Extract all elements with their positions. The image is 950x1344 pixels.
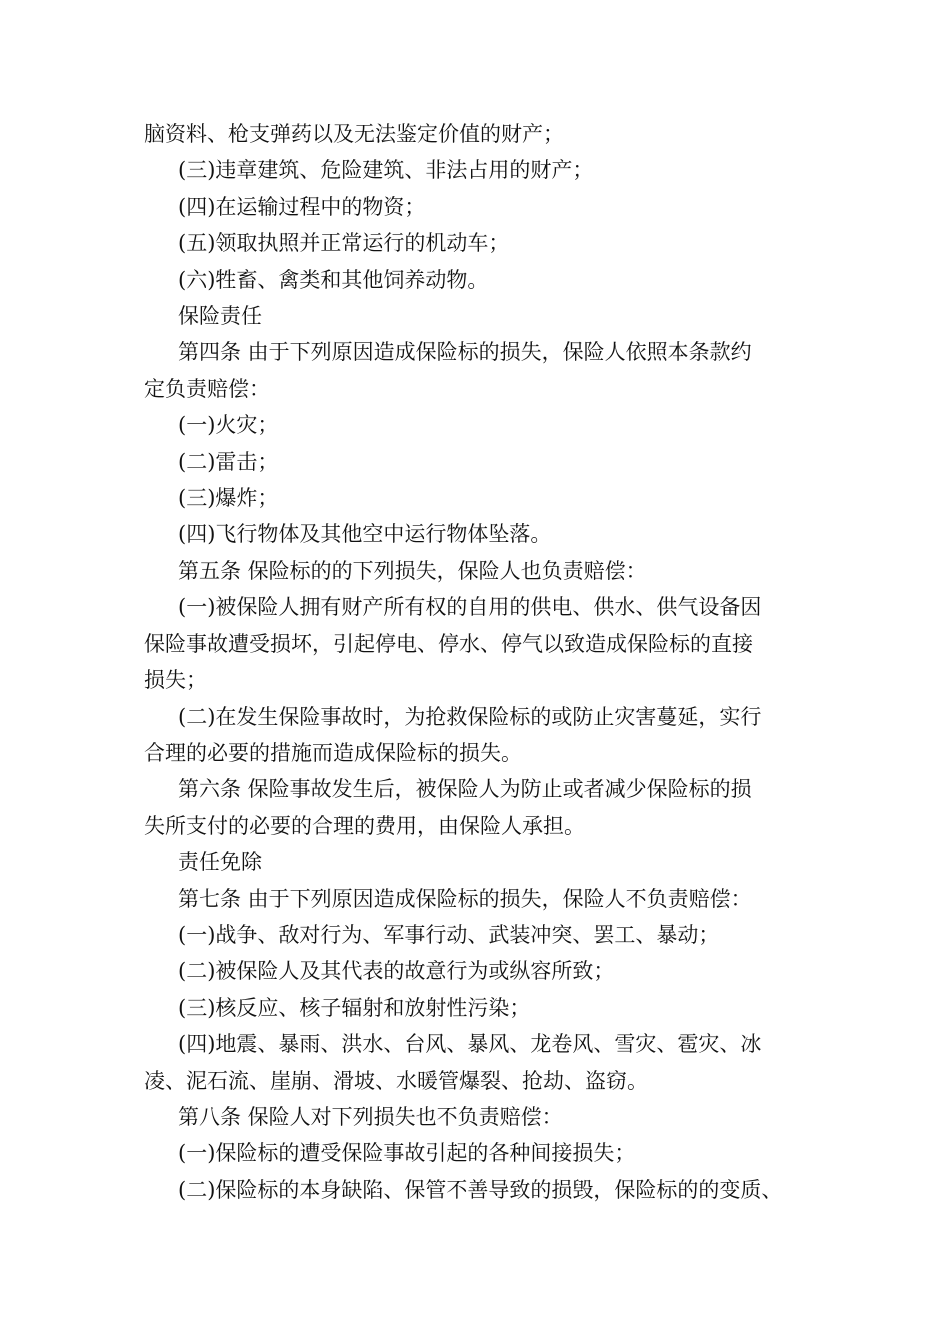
section-heading bbox=[144, 298, 824, 334]
text-line: 合理的必要的措施而造成保险标的损失。 bbox=[144, 740, 522, 765]
text-line: (三)核反应、核子辐射和放射性污染； bbox=[178, 995, 531, 1020]
text-line: (三)违章建筑、危险建筑、非法占用的财产； bbox=[178, 158, 594, 183]
text-line: (四)地震、暴雨、洪水、台风、暴风、龙卷风、雪灾、雹灾、冰 bbox=[178, 1032, 762, 1057]
paragraph bbox=[144, 1026, 824, 1099]
paragraph bbox=[144, 1172, 824, 1208]
paragraph bbox=[144, 407, 824, 443]
paragraph bbox=[144, 553, 824, 589]
paragraph bbox=[144, 189, 824, 225]
text-line: 第四条 由于下列原因造成保险标的损失，保险人依照本条款约 bbox=[178, 340, 752, 365]
paragraph bbox=[144, 444, 824, 480]
paragraph bbox=[144, 771, 824, 844]
paragraph bbox=[144, 589, 824, 698]
paragraph bbox=[144, 1099, 824, 1135]
paragraph bbox=[144, 516, 824, 552]
text-line: (二)在发生保险事故时，为抢救保险标的或防止灾害蔓延，实行 bbox=[178, 704, 762, 729]
paragraph bbox=[144, 116, 824, 152]
text-line: (一)火灾； bbox=[178, 413, 279, 438]
paragraph bbox=[144, 699, 824, 772]
paragraph bbox=[144, 262, 824, 298]
text-line: (四)在运输过程中的物资； bbox=[178, 194, 426, 219]
text-line: 第五条 保险标的的下列损失，保险人也负责赔偿： bbox=[178, 558, 647, 583]
section-heading bbox=[144, 844, 824, 880]
text-line: (二)保险标的本身缺陷、保管不善导致的损毁，保险标的的变质、 bbox=[178, 1177, 783, 1202]
text-line: 第七条 由于下列原因造成保险标的损失，保险人不负责赔偿： bbox=[178, 886, 752, 911]
document-body bbox=[144, 116, 824, 1208]
text-line: (六)牲畜、禽类和其他饲养动物。 bbox=[178, 267, 489, 292]
text-line: 保险责任 bbox=[178, 304, 262, 329]
text-line: (一)被保险人拥有财产所有权的自用的供电、供水、供气设备因 bbox=[178, 595, 762, 620]
text-line: (二)被保险人及其代表的故意行为或纵容所致； bbox=[178, 959, 615, 984]
text-line: (一)保险标的遭受保险事故引起的各种间接损失； bbox=[178, 1141, 636, 1166]
paragraph bbox=[144, 881, 824, 917]
paragraph bbox=[144, 225, 824, 261]
text-line: (五)领取执照并正常运行的机动车； bbox=[178, 231, 510, 256]
paragraph bbox=[144, 990, 824, 1026]
paragraph bbox=[144, 953, 824, 989]
text-line: 定负责赔偿： bbox=[144, 376, 270, 401]
text-line: 失所支付的必要的合理的费用，由保险人承担。 bbox=[144, 813, 585, 838]
text-line: (四)飞行物体及其他空中运行物体坠落。 bbox=[178, 522, 552, 547]
paragraph bbox=[144, 917, 824, 953]
text-line: (二)雷击； bbox=[178, 449, 279, 474]
text-line: 第六条 保险事故发生后，被保险人为防止或者减少保险标的损 bbox=[178, 777, 752, 802]
text-line: 损失； bbox=[144, 668, 207, 693]
text-line: 责任免除 bbox=[178, 850, 262, 875]
text-line: 凌、泥石流、崖崩、滑坡、水暖管爆裂、抢劫、盗窃。 bbox=[144, 1068, 648, 1093]
text-line: 第八条 保险人对下列损失也不负责赔偿： bbox=[178, 1104, 563, 1129]
paragraph bbox=[144, 334, 824, 407]
text-line: (三)爆炸； bbox=[178, 486, 279, 511]
paragraph bbox=[144, 152, 824, 188]
paragraph bbox=[144, 480, 824, 516]
paragraph bbox=[144, 1135, 824, 1171]
text-line: 脑资料、枪支弹药以及无法鉴定价值的财产； bbox=[144, 122, 564, 146]
text-line: 保险事故遭受损坏，引起停电、停水、停气以致造成保险标的直接 bbox=[144, 631, 753, 656]
text-line: (一)战争、敌对行为、军事行动、武装冲突、罢工、暴动； bbox=[178, 922, 720, 947]
